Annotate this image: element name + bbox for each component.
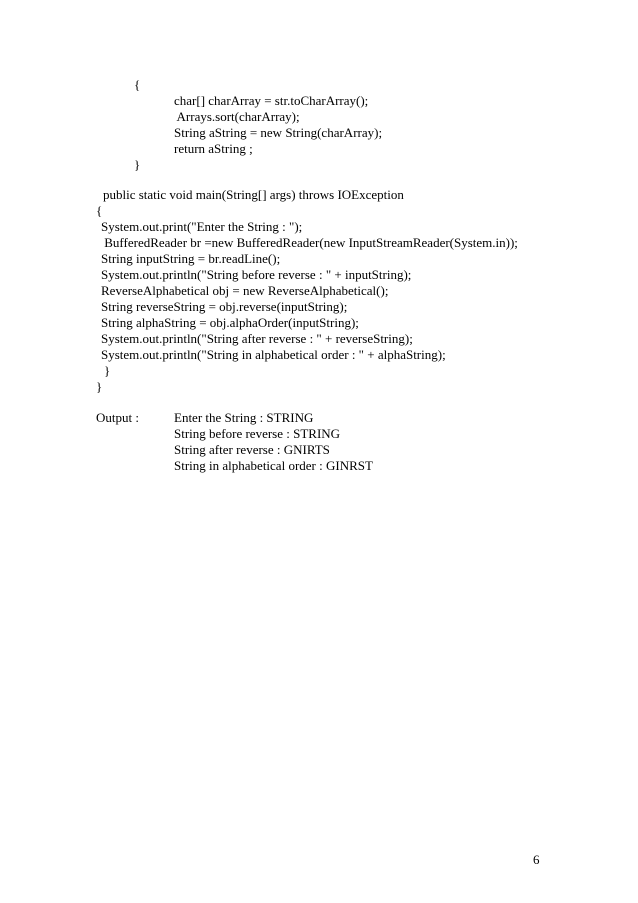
code-line: } <box>96 379 103 394</box>
code-line: { <box>134 77 141 92</box>
code-line: System.out.println("String after reverse : " + reverseString); <box>101 331 413 346</box>
output-line: String after reverse : GNIRTS <box>174 442 330 457</box>
code-line: return aString ; <box>174 141 253 156</box>
code-line: Arrays.sort(charArray); <box>174 109 300 124</box>
output-line: String in alphabetical order : GINRST <box>174 458 373 473</box>
code-line: String aString = new String(charArray); <box>174 125 383 140</box>
code-line: String alphaString = obj.alphaOrder(inputString); <box>101 315 359 330</box>
output-label: Output : <box>96 410 139 425</box>
code-line: } <box>104 363 111 378</box>
code-line: public static void main(String[] args) throws IOException <box>103 187 404 202</box>
code-line: String inputString = br.readLine(); <box>101 251 281 266</box>
code-line: System.out.print("Enter the String : "); <box>101 219 303 234</box>
code-line: String reverseString = obj.reverse(inputString); <box>101 299 348 314</box>
code-line: BufferedReader br =new BufferedReader(new InputStreamReader(System.in)); <box>101 235 518 250</box>
code-line: } <box>134 157 141 172</box>
output-line: Enter the String : STRING <box>174 410 314 425</box>
code-line: { <box>96 203 103 218</box>
code-line: ReverseAlphabetical obj = new ReverseAlphabetical(); <box>101 283 389 298</box>
code-line: char[] charArray = str.toCharArray(); <box>174 93 369 108</box>
output-line: String before reverse : STRING <box>174 426 341 441</box>
code-line: System.out.println("String in alphabetical order : " + alphaString); <box>101 347 446 362</box>
code-line: System.out.println("String before reverse : " + inputString); <box>101 267 412 282</box>
page-number: 6 <box>533 852 540 867</box>
